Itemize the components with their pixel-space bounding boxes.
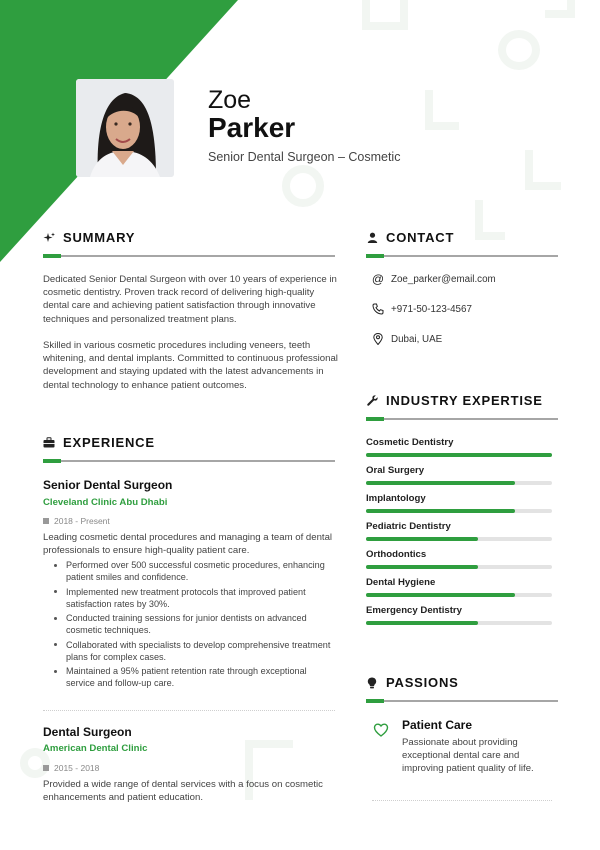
job-description-2: Provided a wide range of dental services with a focus on cosmetic enhancements and patient education.	[43, 779, 323, 803]
skill-item	[366, 437, 552, 457]
expertise-divider	[366, 418, 558, 420]
skill-level-bar	[366, 593, 515, 597]
background-decoration	[282, 165, 324, 207]
passion-description: Passionate about providing exceptional dental care and improving patient quality of life.	[402, 737, 534, 775]
lightbulb-icon	[366, 677, 378, 689]
person-icon	[366, 232, 378, 244]
skill-name: Implantology	[366, 493, 426, 504]
skill-track	[366, 621, 552, 625]
list-item: Performed over 500 successful cosmetic procedures, enhancing patient smiles and confidence.	[52, 559, 334, 583]
skill-name: Cosmetic Dentistry	[366, 437, 454, 448]
list-item: Maintained a 95% patient retention rate through exceptional service and follow-up care.	[52, 665, 334, 689]
skill-level-bar	[366, 537, 478, 541]
passion-separator	[372, 800, 552, 801]
skill-name: Emergency Dentistry	[366, 605, 462, 616]
sparkle-icon	[43, 232, 55, 244]
summary-paragraph-1: Dedicated Senior Dental Surgeon with over 10 years of experience in cosmetic dentistry. Proven track record of delivering high-quality dental care and achieving patient satisfaction through innovative techniques and personalized treatment plans.	[43, 274, 337, 325]
skill-track	[366, 453, 552, 457]
job-title: Senior Dental Surgeon – Cosmetic	[208, 150, 401, 164]
calendar-icon	[43, 518, 49, 524]
skill-name: Orthodontics	[366, 549, 427, 560]
skill-level-bar	[366, 621, 478, 625]
briefcase-icon	[43, 437, 55, 449]
skill-name: Oral Surgery	[366, 465, 425, 476]
job-dates-1	[43, 516, 110, 526]
job-company-1: Cleveland Clinic Abu Dhabi	[43, 497, 168, 508]
job-title-2: Dental Surgeon	[43, 725, 132, 739]
contact-heading-label: CONTACT	[386, 230, 455, 245]
skill-track	[366, 565, 552, 569]
summary-paragraph-2: Skilled in various cosmetic procedures including veneers, teeth whitening, and dental implants. Committed to continuous professional development and staying updated with the latest advancements in dental technology to enhance patient outcomes.	[43, 340, 338, 391]
job-company-2: American Dental Clinic	[43, 743, 148, 754]
job-dates-2	[43, 763, 99, 773]
first-name: Zoe	[208, 86, 252, 114]
contact-divider	[366, 255, 558, 257]
location-pin-icon	[372, 333, 384, 345]
passions-heading	[366, 675, 459, 690]
skill-item	[366, 577, 552, 597]
skill-level-bar	[366, 565, 478, 569]
skill-item	[366, 549, 552, 569]
skill-level-bar	[366, 481, 515, 485]
last-name: Parker	[208, 112, 296, 143]
expertise-heading-label: INDUSTRY EXPERTISE	[386, 393, 543, 408]
contact-email[interactable]: Zoe_parker@email.com	[391, 273, 496, 285]
passion-title: Patient Care	[402, 718, 473, 732]
skill-track	[366, 593, 552, 597]
skill-track	[366, 481, 552, 485]
summary-heading	[43, 230, 135, 245]
heart-icon	[373, 722, 389, 738]
job-title-1: Senior Dental Surgeon	[43, 478, 173, 492]
background-decoration	[475, 200, 505, 240]
experience-heading	[43, 435, 155, 450]
job-bullets-1	[52, 559, 334, 692]
background-decoration	[525, 150, 561, 190]
job-dates-1-text: 2018 - Present	[54, 516, 110, 526]
contact-phone-row	[372, 303, 472, 315]
job-dates-2-text: 2015 - 2018	[54, 763, 100, 773]
job-description-1: Leading cosmetic dental procedures and managing a team of dental professionals to ensure high-quality patient care.	[43, 532, 333, 556]
contact-heading	[366, 230, 454, 245]
contact-location-row	[372, 333, 442, 345]
background-decoration	[362, 0, 408, 30]
summary-divider	[43, 255, 335, 257]
expertise-heading	[366, 393, 543, 408]
background-decoration	[498, 30, 540, 70]
job-separator	[43, 710, 335, 711]
list-item: Conducted training sessions for junior dentists on advanced cosmetic techniques.	[52, 612, 334, 636]
calendar-icon	[43, 765, 49, 771]
skill-name: Dental Hygiene	[366, 577, 436, 588]
skill-track	[366, 537, 552, 541]
at-sign-icon: @	[371, 272, 385, 286]
skill-level-bar	[366, 453, 552, 457]
skill-level-bar	[366, 509, 515, 513]
wrench-icon	[366, 395, 378, 407]
list-item: Implemented new treatment protocols that improved patient satisfaction rates by 30%.	[52, 586, 334, 610]
skill-item	[366, 465, 552, 485]
contact-email-row	[372, 273, 496, 285]
passions-heading-label: PASSIONS	[386, 675, 459, 690]
contact-location: Dubai, UAE	[391, 333, 443, 345]
contact-phone[interactable]: +971-50-123-4567	[391, 303, 472, 315]
background-decoration	[425, 90, 459, 130]
experience-heading-label: EXPERIENCE	[63, 435, 155, 450]
skill-name: Pediatric Dentistry	[366, 521, 451, 532]
skill-item	[366, 493, 552, 513]
list-item: Collaborated with specialists to develop comprehensive treatment plans for complex cases.	[52, 639, 334, 663]
phone-icon	[372, 303, 384, 315]
passions-divider	[366, 700, 558, 702]
background-decoration	[545, 0, 575, 18]
skill-item	[366, 605, 552, 625]
profile-photo	[76, 79, 174, 177]
experience-divider	[43, 460, 335, 462]
summary-heading-label: SUMMARY	[63, 230, 136, 245]
skill-track	[366, 509, 552, 513]
skill-item	[366, 521, 552, 541]
